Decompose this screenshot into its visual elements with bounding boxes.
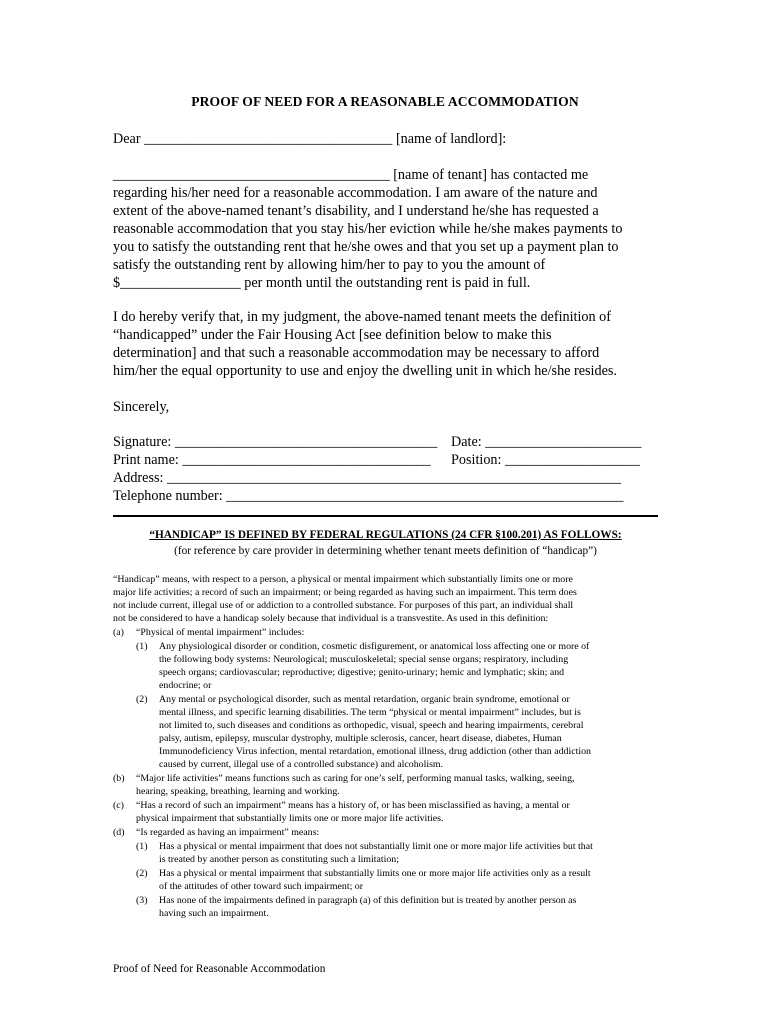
item-d-text: “Is regarded as having an impairment” means: <box>136 827 320 838</box>
definition-intro-line: not include current, illegal use of or addiction to a controlled substance. For purposes of this part, an individual shall <box>113 600 574 611</box>
telephone-field[interactable]: Telephone number: ________________________________________________________ <box>113 488 624 504</box>
item-d-label: (d) <box>113 827 125 838</box>
signature-row <box>113 433 658 451</box>
item-b-line: hearing, speaking, breathing, learning and working. <box>136 786 340 797</box>
item-a2-line: not limited to, such diseases and conditions as orthopedic, visual, speech and hearing impairments, cerebral <box>159 720 584 731</box>
address-row <box>113 469 658 487</box>
document-title: PROOF OF NEED FOR A REASONABLE ACCOMMODATION <box>191 94 579 109</box>
telephone-row <box>113 487 658 505</box>
greeting-line: Dear ___________________________________ [name of landlord]: <box>113 131 507 147</box>
item-d2-line: of the attitudes of other toward such impairment; or <box>159 881 364 892</box>
position-field[interactable]: Position: ___________________ <box>451 452 640 468</box>
address-field[interactable]: Address: ________________________________________________________________ <box>113 470 621 486</box>
item-a2-line: caused by current, illegal use of a controlled substance) and alcoholism. <box>159 759 444 770</box>
paragraph-line: satisfy the outstanding rent by allowing him/her to pay to you the amount of <box>113 257 546 273</box>
paragraph-line: determination] and that such a reasonable accommodation may be necessary to afford <box>113 345 600 361</box>
definition-intro-line: not be considered to have a handicap solely because that individual is a transvestite. As used in this definition: <box>113 613 549 624</box>
item-a2-line: palsy, autism, epilepsy, muscular dystrophy, multiple sclerosis, cancer, heart disease, diabetes, Human <box>159 733 562 744</box>
item-c-line: “Has a record of such an impairment” means has a history of, or has been misclassified as having, a mental or <box>136 800 570 811</box>
paragraph-request <box>113 166 658 292</box>
item-a1-label: (1) <box>136 641 148 652</box>
item-d1-line: Has a physical or mental impairment that does not substantially limit one or more major life activities but that <box>159 841 593 852</box>
paragraph-line: him/her the equal opportunity to use and enjoy the dwelling unit in which he/she resides. <box>113 363 617 379</box>
item-d3-label: (3) <box>136 895 148 906</box>
definition-subheading: (for reference by care provider in determining whether tenant meets definition of “handicap”) <box>174 545 597 557</box>
item-a1-line: endocrine; or <box>159 680 212 691</box>
item-d2-label: (2) <box>136 868 148 879</box>
print-name-row <box>113 451 658 469</box>
item-a1-line: speech organs; cardiovascular; reproductive; digestive; genito-urinary; hemic and lymphatic; skin; and <box>159 667 565 678</box>
item-a-text: “Physical of mental impairment” includes: <box>136 627 305 638</box>
item-d3-line: having such an impairment. <box>159 908 269 919</box>
item-c-label: (c) <box>113 800 124 811</box>
paragraph-line: reasonable accommodation that you stay his/her eviction while he/she makes payments to <box>113 221 623 237</box>
item-b-label: (b) <box>113 773 125 784</box>
section-divider <box>113 515 658 517</box>
item-d1-line: is treated by another person as constituting such a limitation; <box>159 854 399 865</box>
paragraph-line: extent of the above-named tenant’s disability, and I understand he/she has requested a <box>113 203 599 219</box>
date-field[interactable]: Date: ______________________ <box>451 434 642 450</box>
item-b-line: “Major life activities” means functions such as caring for one’s self, performing manual tasks, walking, seeing, <box>136 773 575 784</box>
paragraph-line: I do hereby verify that, in my judgment, the above-named tenant meets the definition of <box>113 309 611 325</box>
definition-intro-line: “Handicap” means, with respect to a person, a physical or mental impairment which substantially limits one or more <box>113 574 573 585</box>
paragraph-line: you to satisfy the outstanding rent that he/she owes and that you set up a payment plan to <box>113 239 619 255</box>
paragraph-line: $_________________ per month until the outstanding rent is paid in full. <box>113 275 531 291</box>
item-a2-line: mental illness, and specific learning disabilities. The term “physical or mental impairment” includes, but is <box>159 707 581 718</box>
paragraph-line: _______________________________________ [name of tenant] has contacted me <box>113 167 589 183</box>
item-a1-line: the following body systems: Neurological; musculoskeletal; special sense organs; respiratory, including <box>159 654 569 665</box>
print-name-field[interactable]: Print name: ___________________________________ <box>113 452 431 468</box>
paragraph-verification <box>113 308 658 380</box>
item-a2-line: Immunodeficiency Virus infection, mental retardation, emotional illness, drug addiction (other than addiction <box>159 746 591 757</box>
definition-intro-line: major life activities; a record of such an impairment; or being regarded as having such an impairment. This term does <box>113 587 577 598</box>
closing: Sincerely, <box>113 399 170 415</box>
item-a2-label: (2) <box>136 694 148 705</box>
item-a2-line: Any mental or psychological disorder, such as mental retardation, organic brain syndrome, emotional or <box>159 694 570 705</box>
item-c-line: physical impairment that substantially limits one or more major life activities. <box>136 813 444 824</box>
definition-heading: “HANDICAP” IS DEFINED BY FEDERAL REGULATIONS (24 CFR §100.201) AS FOLLOWS: <box>149 529 622 541</box>
item-d1-label: (1) <box>136 841 148 852</box>
item-a1-line: Any physiological disorder or condition, cosmetic disfigurement, or anatomical loss affecting one or more of <box>159 641 590 652</box>
page-footer: Proof of Need for Reasonable Accommodation <box>113 963 326 975</box>
item-a-label: (a) <box>113 627 124 638</box>
signature-field[interactable]: Signature: _____________________________________ <box>113 434 438 450</box>
paragraph-line: “handicapped” under the Fair Housing Act [see definition below to make this <box>113 327 552 343</box>
paragraph-line: regarding his/her need for a reasonable accommodation. I am aware of the nature and <box>113 185 598 201</box>
item-d3-line: Has none of the impairments defined in paragraph (a) of this definition but is treated by another person as <box>159 895 577 906</box>
item-d2-line: Has a physical or mental impairment that substantially limits one or more major life activities only as a result <box>159 868 591 879</box>
